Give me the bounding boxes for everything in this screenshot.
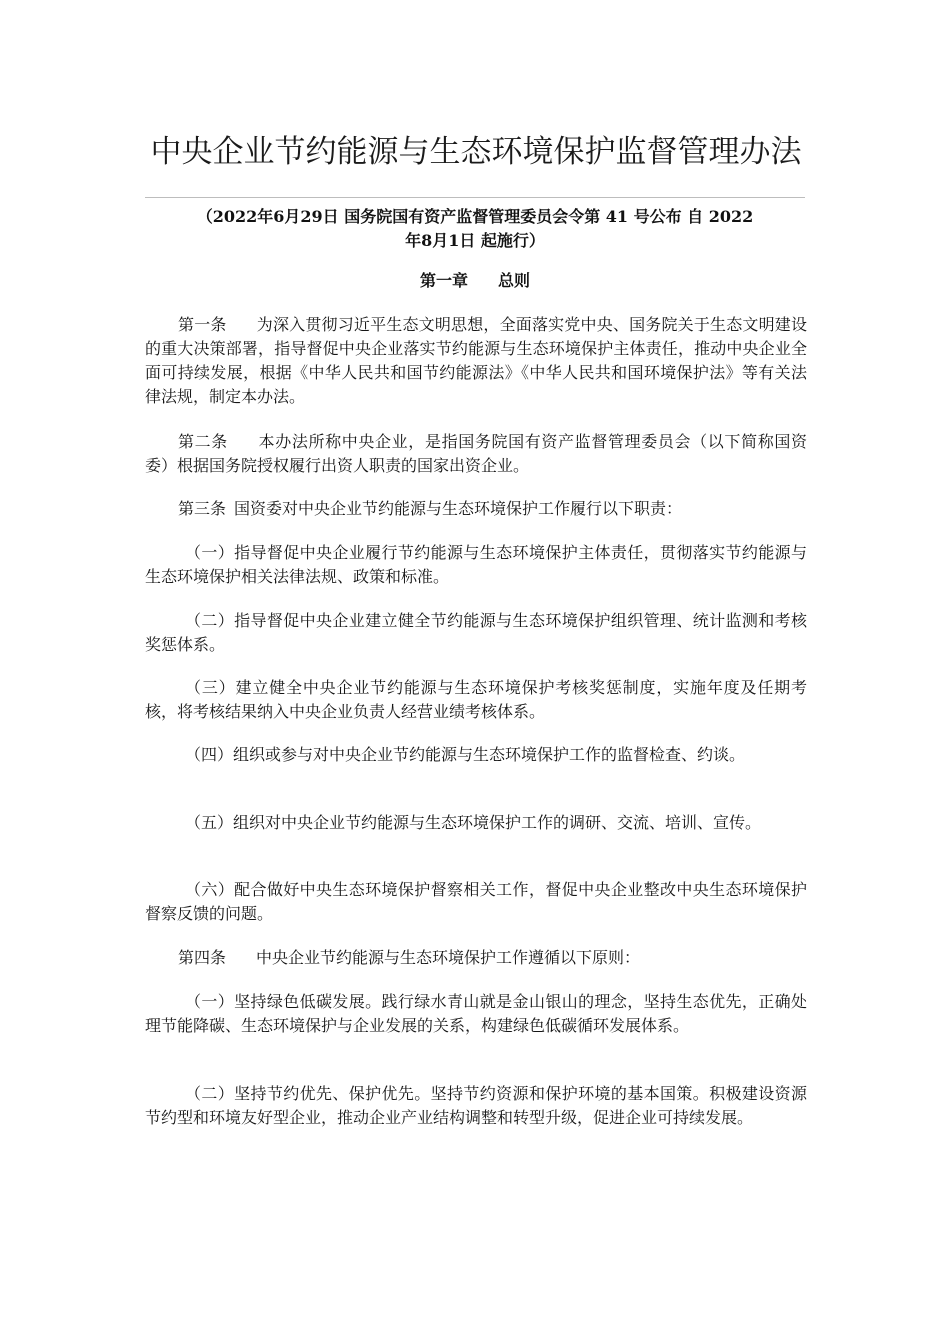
article-3-item-5: （五）组织对中央企业节约能源与生态环境保护工作的调研、交流、培训、宣传。: [185, 813, 762, 832]
title-divider: [145, 197, 805, 198]
article-4-item-2: （二）坚持节约优先、保护优先。坚持节约资源和保护环境的基本国策。积极建设资源节约型和环境友好型企业，推动企业产业结构调整和转型升级，促进企业可持续发展。: [145, 1084, 807, 1127]
chapter-heading: [145, 269, 805, 293]
article-4-item-1: （一）坚持绿色低碳发展。践行绿水青山就是金山银山的理念，坚持生态优先，正确处理节能降碳、生态环境保护与企业发展的关系，构建绿色低碳循环发展体系。: [145, 992, 807, 1035]
article-2-text: 本办法所称中央企业，是指国务院国有资产监督管理委员会（以下简称国资委）根据国务院授权履行出资人职责的国家出资企业。: [145, 432, 807, 475]
article-1-head: 第一条: [178, 315, 227, 334]
article-4-text: 中央企业节约能源与生态环境保护工作遵循以下原则：: [256, 948, 641, 967]
chapter-name: 总则: [498, 271, 531, 290]
article-3-text: 国资委对中央企业节约能源与生态环境保护工作履行以下职责：: [234, 499, 683, 518]
promulgation-note: [145, 205, 805, 253]
chapter-number: 第一章: [419, 271, 468, 290]
article-3: [145, 497, 807, 521]
promulgation-note-line2: 年8月1日 起施行）: [405, 231, 545, 250]
article-3-item-3: （三）建立健全中央企业节约能源与生态环境保护考核奖惩制度，实施年度及任期考核，将考核结果纳入中央企业负责人经营业绩考核体系。: [145, 678, 807, 721]
article-3-item-1: （一）指导督促中央企业履行节约能源与生态环境保护主体责任，贯彻落实节约能源与生态环境保护相关法律法规、政策和标准。: [145, 543, 807, 586]
document-title: 中央企业节约能源与生态环境保护监督管理办法: [150, 134, 802, 170]
article-2: [145, 430, 807, 478]
promulgation-note-line1: （2022年6月29日 国务院国有资产监督管理委员会令第 41 号公布 自 2022: [196, 207, 754, 226]
article-3-head: 第三条: [178, 499, 227, 518]
article-2-head: 第二条: [178, 432, 228, 451]
article-4: [145, 946, 807, 970]
article-1: [145, 313, 807, 409]
article-3-item-2: （二）指导督促中央企业建立健全节约能源与生态环境保护组织管理、统计监测和考核奖惩体系。: [145, 611, 807, 654]
article-4-head: 第四条: [178, 948, 227, 967]
article-3-item-4: （四）组织或参与对中央企业节约能源与生态环境保护工作的监督检查、约谈。: [185, 745, 746, 764]
article-1-text: 为深入贯彻习近平生态文明思想，全面落实党中央、国务院关于生态文明建设的重大决策部署，指导督促中央企业落实节约能源与生态环境保护主体责任，推动中央企业全面可持续发展，根据《中华人民共和国节约能源法》《中华人民共和国环境保护法》等有关法律法规，制定本办法。: [145, 315, 807, 406]
article-3-item-6: （六）配合做好中央生态环境保护督察相关工作，督促中央企业整改中央生态环境保护督察反馈的问题。: [145, 880, 807, 923]
